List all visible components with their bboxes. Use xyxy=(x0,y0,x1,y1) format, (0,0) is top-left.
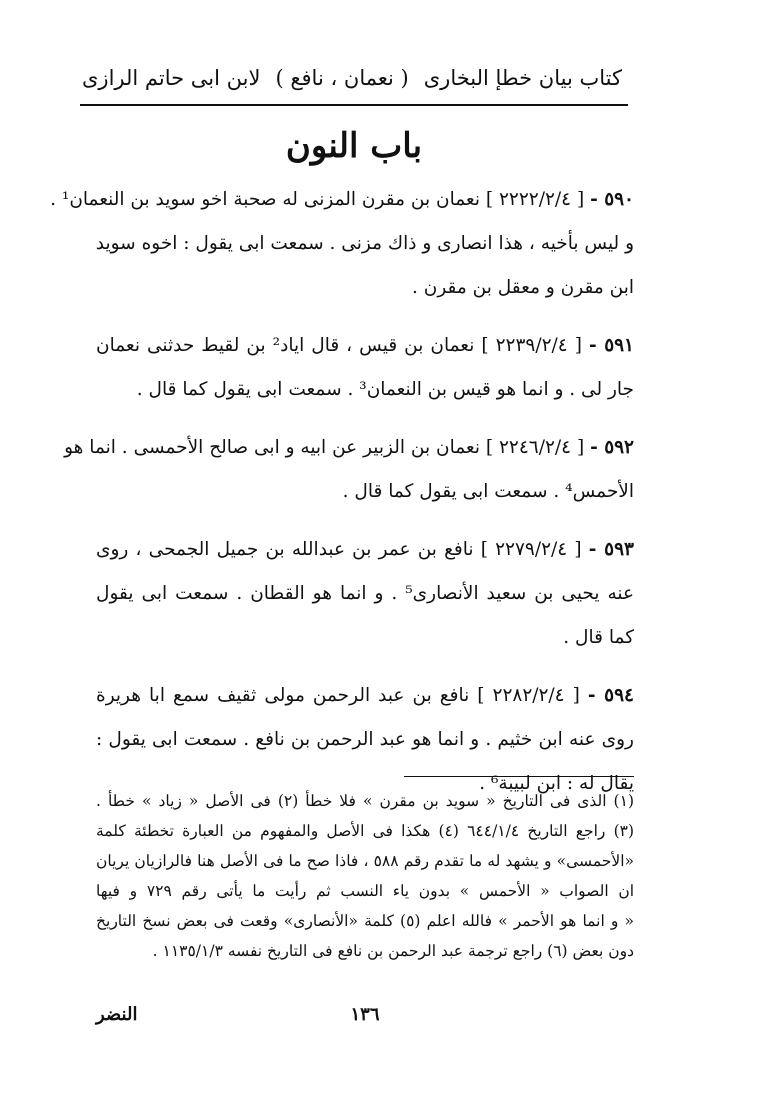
footnotes-rule xyxy=(404,776,634,777)
running-head-book-title: كتاب بيان خطإ البخارى xyxy=(423,66,622,90)
footnotes xyxy=(96,786,634,966)
page-footer xyxy=(96,1000,634,1030)
catchword: النضر xyxy=(96,1004,138,1025)
entry-line xyxy=(96,528,634,572)
entries-list xyxy=(50,178,634,820)
running-head-section: ( نعمان ، نافع ) xyxy=(275,66,409,90)
footnote-line: دون بعض (٦) راجع ترجمة عبد الرحمن بن نافع فى التاريخ نفسه ١١٣٥/١/٣ . xyxy=(152,942,634,960)
footnote-line: « و انما هو الأحمر » فالله اعلم (٥) كلمة «الأنصارى» وقعت فى بعض نسخ التاريخ xyxy=(96,912,634,930)
entry-line: روى عنه ابن خثيم . و انما هو عبد الرحمن بن نافع . سمعت ابى يقول : xyxy=(96,729,634,750)
entry-line: يقال له : ابن لبيبة⁶ . xyxy=(479,773,634,794)
entry-590 xyxy=(50,178,634,310)
footnote-line: (١) الذى فى التاريخ « سويد بن مقرن » فلا خطأ (٢) فى الأصل « زياد » خطأ . xyxy=(96,792,634,810)
entry-592 xyxy=(64,426,634,514)
chapter-title: باب النون xyxy=(285,126,423,166)
footnote-line: ان الصواب « الأحمس » بدون ياء النسب ثم رأيت ما يأتى رقم ٧٢٩ و فيها xyxy=(96,882,635,900)
entry-text: [ ٢٢٧٩/٢/٤ ] نافع بن عمر بن عبدالله بن جميل الجمحى ، روى xyxy=(96,539,582,560)
entry-line: عنه يحيى بن سعيد الأنصارى⁵ . و انما هو القطان . سمعت ابى يقول xyxy=(96,583,634,604)
entry-line xyxy=(96,674,634,718)
entry-591 xyxy=(96,324,634,412)
entry-text: [ ٢٢٢٢/٢/٤ ] نعمان بن مقرن المزنى له صحبة اخو سويد بن النعمان¹ . xyxy=(50,189,585,210)
running-head-author: لابن ابى حاتم الرازى xyxy=(82,66,261,90)
entry-number: ٥٩١ - xyxy=(588,335,634,356)
entry-line: ابن مقرن و معقل بن مقرن . xyxy=(411,277,634,298)
footnote-line: (٣) راجع التاريخ ٦٤٤/١/٤ (٤) هكذا فى الأصل والمفهوم من العبارة تخطئة كلمة xyxy=(96,822,635,840)
entry-line: الأحمس⁴ . سمعت ابى يقول كما قال . xyxy=(342,481,634,502)
entry-text: [ ٢٢٤٦/٢/٤ ] نعمان بن الزبير عن ابيه و ابى صالح الأحمسى . انما هو xyxy=(64,437,585,458)
entry-line xyxy=(96,324,634,368)
entry-text: [ ٢٢٣٩/٢/٤ ] نعمان بن قيس ، قال اياد² بن لقيط حدثنى نعمان xyxy=(96,335,582,356)
entry-line: جار لى . و انما هو قيس بن النعمان³ . سمعت ابى يقول كما قال . xyxy=(136,379,634,400)
page-number: ١٣٦ xyxy=(350,1004,380,1025)
header-rule xyxy=(80,104,628,106)
entry-number: ٥٩٢ - xyxy=(590,437,634,458)
entry-text: [ ٢٢٨٢/٢/٤ ] نافع بن عبد الرحمن مولى ثقيف سمع ابا هريرة xyxy=(96,685,580,706)
footnote-line: «الأحمسى» و يشهد له ما تقدم رقم ٥٨٨ ، فاذا صح ما فى الأصل هنا فالرازيان يريان xyxy=(96,852,635,870)
entry-593 xyxy=(96,528,634,660)
entry-line: كما قال . xyxy=(563,627,634,648)
entry-number: ٥٩٠ - xyxy=(590,189,634,210)
entry-line: و ليس بأخيه ، هذا انصارى و ذاك مزنى . سمعت ابى يقول : اخوه سويد xyxy=(95,233,634,254)
running-head xyxy=(82,58,622,98)
entry-number: ٥٩٤ - xyxy=(587,685,634,706)
entry-line xyxy=(50,178,634,222)
entry-line xyxy=(64,426,634,470)
entry-number: ٥٩٣ - xyxy=(588,539,634,560)
